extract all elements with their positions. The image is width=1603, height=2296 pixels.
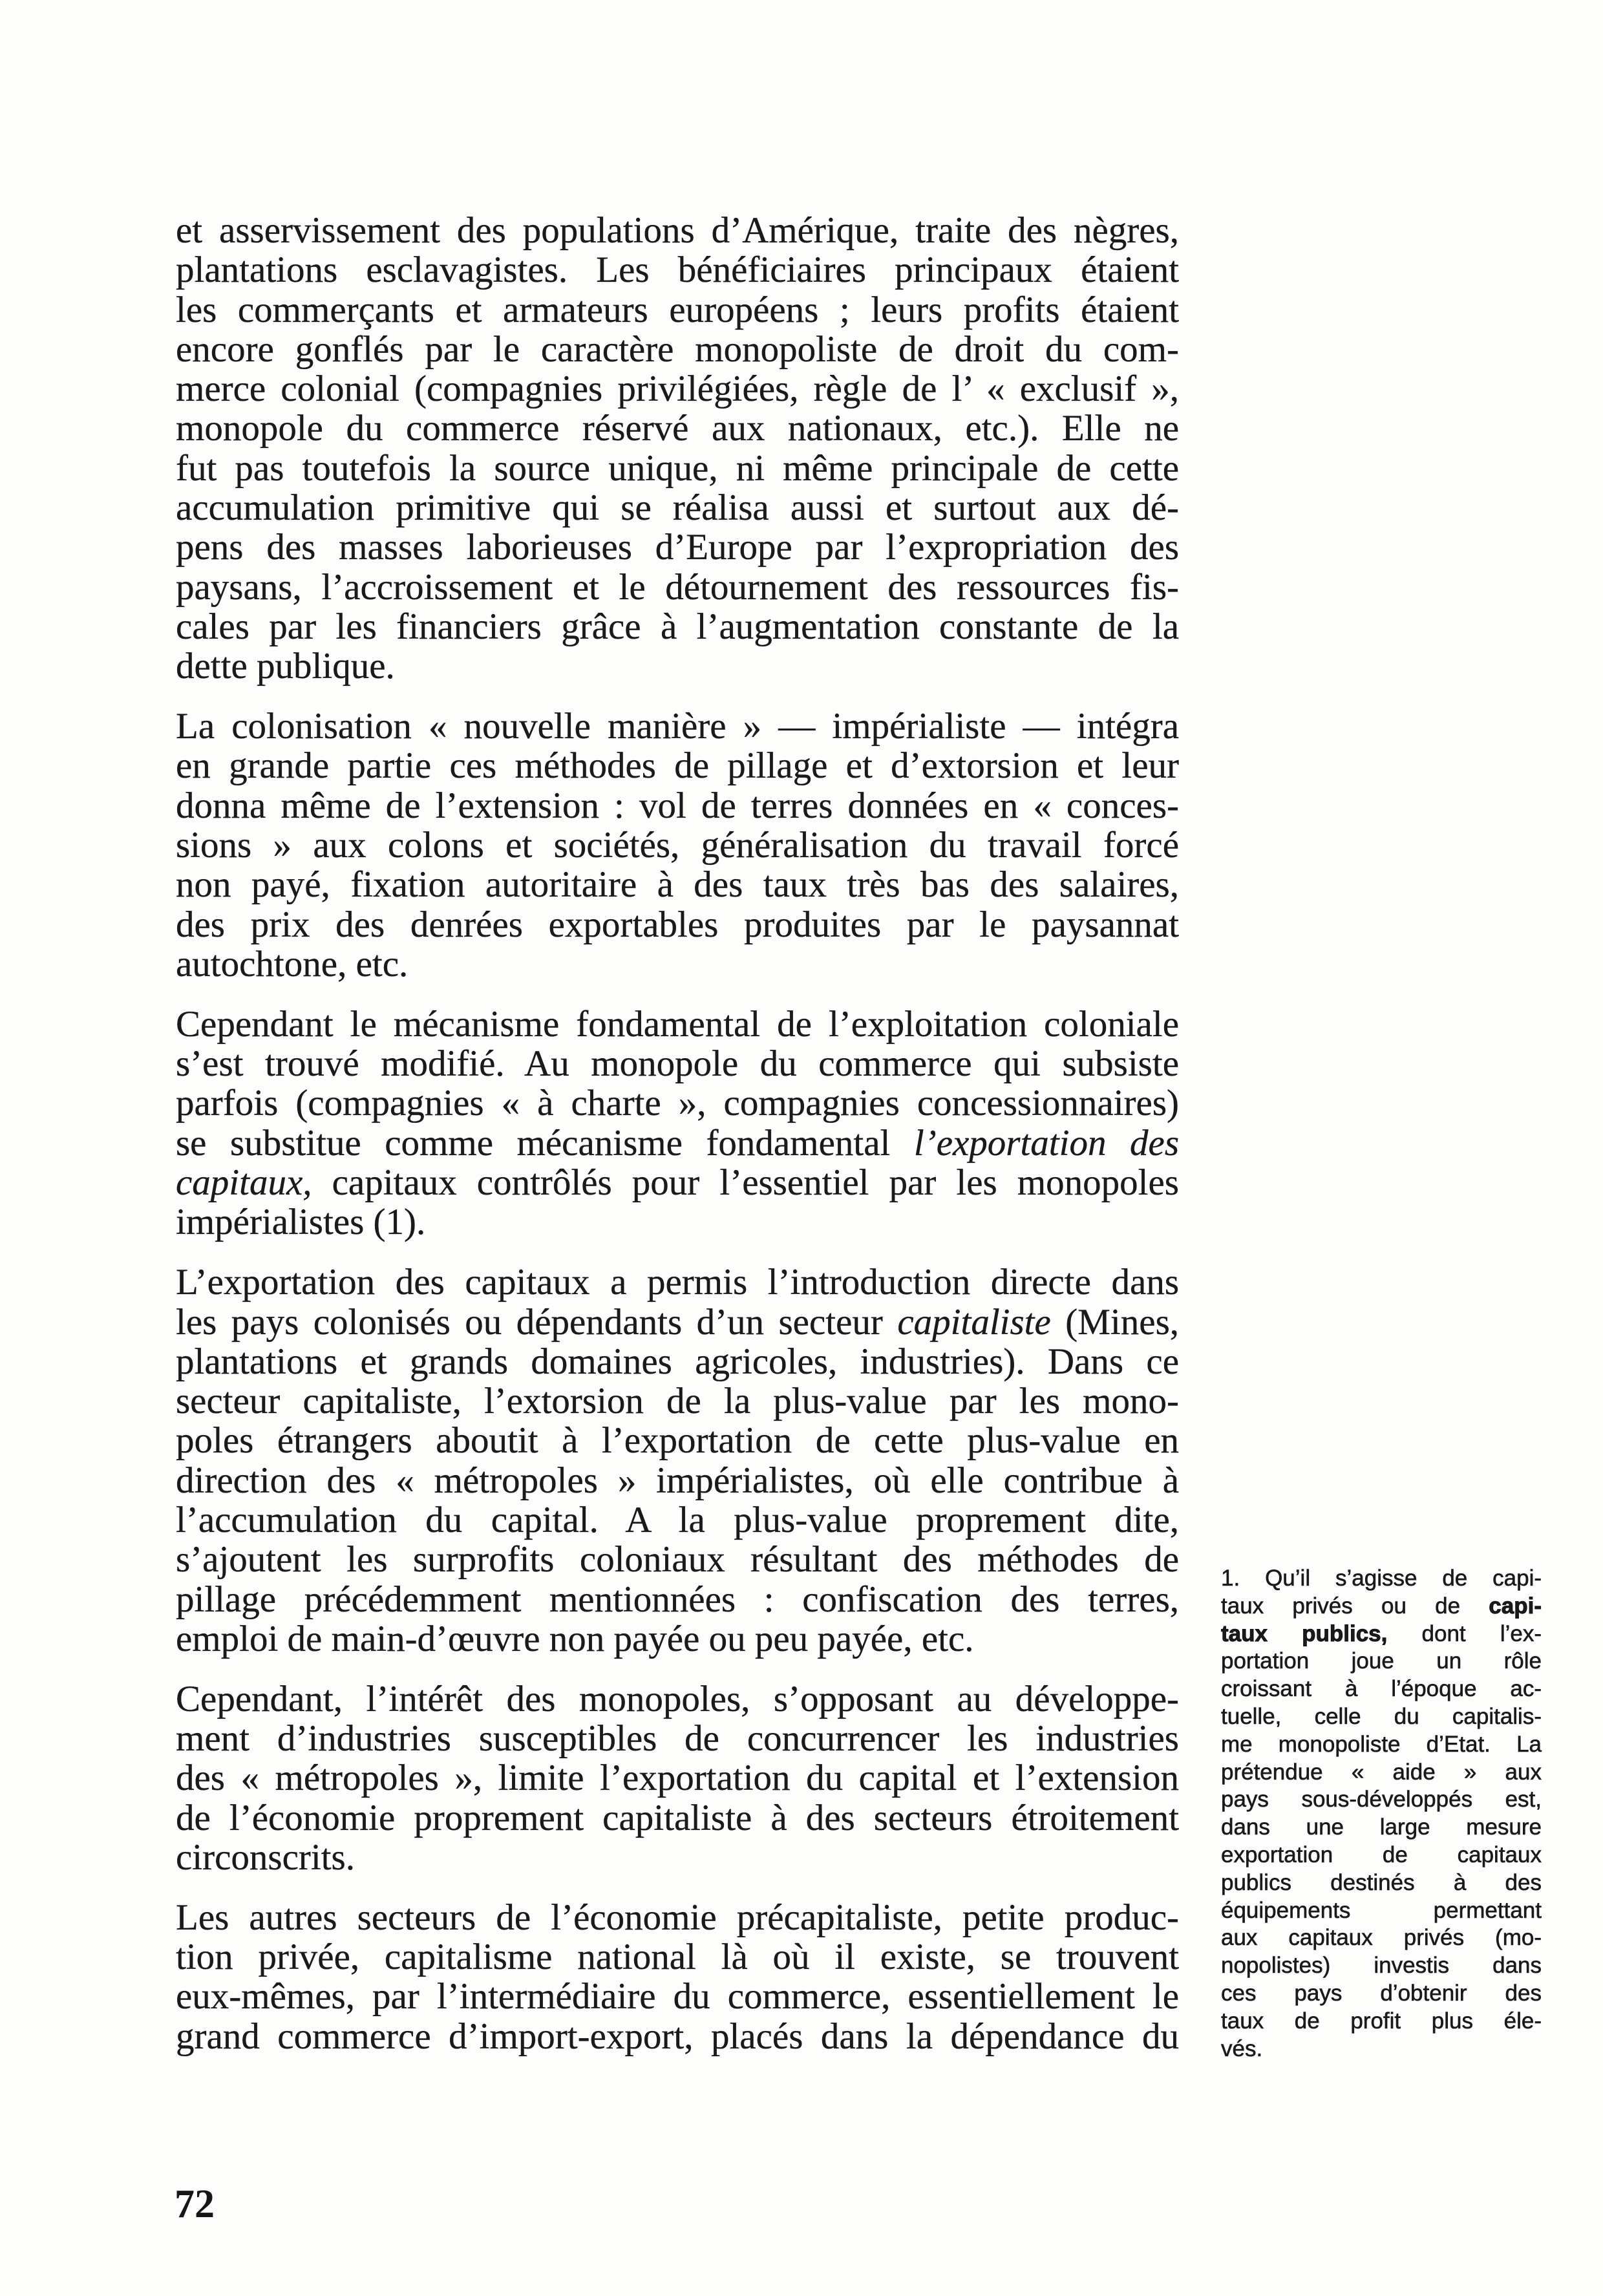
text-line: merce colonial (compagnies privilégiées, règle de l’ « exclusif », xyxy=(176,368,1179,410)
text-segment: (Mines, xyxy=(1050,1301,1180,1343)
text-line: fut pas toutefois la source unique, ni même principale de cette xyxy=(176,447,1179,489)
text-line xyxy=(176,1302,1179,1342)
footnote-line: aux capitaux privés (mo- xyxy=(1221,1925,1542,1951)
footnote-line: tuelle, celle du capitalis- xyxy=(1221,1703,1542,1729)
text-segment: dont l’ex- xyxy=(1387,1621,1542,1646)
text-line: Cependant le mécanisme fondamental de l’exploitation coloniale xyxy=(176,1003,1179,1045)
bold-text: taux publics, xyxy=(1221,1621,1388,1646)
text-line: encore gonflés par le caractère monopoliste de droit du com- xyxy=(176,328,1179,370)
footnote-line: nopolistes) investis dans xyxy=(1221,1953,1542,1979)
page-number: 72 xyxy=(175,2182,215,2226)
text-segment: les pays colonisés ou dépendants d’un secteur xyxy=(176,1301,898,1343)
paragraph xyxy=(176,1679,1179,1877)
text-segment: taux privés ou de xyxy=(1221,1593,1489,1619)
text-line: L’exportation des capitaux a permis l’introduction directe dans xyxy=(176,1262,1179,1303)
paragraph xyxy=(176,1898,1179,2056)
text-line: La colonisation « nouvelle manière » — impérialiste — intégra xyxy=(176,706,1179,747)
text-line: cales par les financiers grâce à l’augmentation constante de la xyxy=(176,606,1179,647)
footnote-line: taux de profit plus éle- xyxy=(1221,2008,1542,2034)
footnote-line: prétendue « aide » aux xyxy=(1221,1759,1542,1785)
text-line: donna même de l’extension : vol de terres données en « conces- xyxy=(176,785,1179,826)
text-line: sions » aux colons et sociétés, généralisation du travail forcé xyxy=(176,825,1179,866)
text-line: l’accumulation du capital. A la plus-value proprement dite, xyxy=(176,1499,1179,1540)
text-line: plantations esclavagistes. Les bénéficiaires principaux étaient xyxy=(176,250,1179,291)
text-line: les commerçants et armateurs européens ; leurs profits étaient xyxy=(176,289,1179,330)
text-line: des prix des denrées exportables produites par le paysannat xyxy=(176,904,1179,945)
footnote-line: portation joue un rôle xyxy=(1221,1648,1542,1674)
text-line: eux-mêmes, par l’intermédiaire du commerce, essentiellement le xyxy=(176,1976,1179,2017)
paragraph xyxy=(176,1262,1179,1659)
italic-text: capitaliste xyxy=(897,1301,1051,1343)
text-line: parfois (compagnies « à charte », compagnies concessionnaires) xyxy=(176,1083,1179,1124)
footnote-line: croissant à l’époque ac- xyxy=(1221,1676,1542,1702)
text-line: impérialistes (1). xyxy=(176,1202,426,1243)
italic-text: capitaux, xyxy=(176,1162,312,1204)
text-line: paysans, l’accroissement et le détournement des ressources fis- xyxy=(176,566,1179,608)
text-line: des « métropoles », limite l’exportation du capital et l’extension xyxy=(176,1758,1179,1799)
text-line: monopole du commerce réservé aux nationaux, etc.). Elle ne xyxy=(176,408,1179,449)
text-line: en grande partie ces méthodes de pillage et d’extorsion et leur xyxy=(176,745,1179,787)
text-line: pillage précédemment mentionnées : confiscation des terres, xyxy=(176,1578,1179,1620)
bold-text: capi- xyxy=(1489,1593,1542,1619)
text-line: ment d’industries susceptibles de concurrencer les industries xyxy=(176,1718,1179,1759)
footnote-line: pays sous-développés est, xyxy=(1221,1787,1542,1812)
footnote-line: dans une large mesure xyxy=(1221,1814,1542,1840)
text-line: grand commerce d’import-export, placés dans la dépendance du xyxy=(176,2015,1179,2057)
footnote-line: exportation de capitaux xyxy=(1221,1842,1542,1867)
footnote-line xyxy=(1221,1593,1542,1621)
footnote-line: ces pays d’obtenir des xyxy=(1221,1980,1542,2006)
text-line: direction des « métropoles » impérialistes, où elle contribue à xyxy=(176,1460,1179,1501)
main-text-column xyxy=(176,211,1179,2056)
paragraph xyxy=(176,707,1179,984)
text-line: secteur capitaliste, l’extorsion de la plus-value par les mono- xyxy=(176,1381,1179,1422)
text-line xyxy=(176,1123,1179,1163)
italic-text: l’exportation des xyxy=(913,1122,1179,1164)
text-line: autochtone, etc. xyxy=(176,943,409,984)
footnote-line: me monopoliste d’Etat. La xyxy=(1221,1731,1542,1757)
text-segment: se substitue comme mécanisme fondamental xyxy=(176,1122,914,1164)
text-line xyxy=(176,1163,1179,1202)
text-line: Cependant, l’intérêt des monopoles, s’opposant au développe- xyxy=(176,1678,1179,1719)
text-segment: capitaux contrôlés pour l’essentiel par les monopoles xyxy=(312,1162,1179,1204)
footnote-line: équipements permettant xyxy=(1221,1897,1542,1923)
text-line: de l’économie proprement capitaliste à des secteurs étroitement xyxy=(176,1797,1179,1838)
text-line: emploi de main-d’œuvre non payée ou peu payée, etc. xyxy=(176,1618,974,1659)
text-line: Les autres secteurs de l’économie précapitaliste, petite produc- xyxy=(176,1897,1179,1938)
footnote-line: 1. Qu’il s’agisse de capi- xyxy=(1221,1566,1542,1591)
paragraph xyxy=(176,211,1179,686)
text-line: circonscrits. xyxy=(176,1836,355,1878)
text-line: plantations et grands domaines agricoles, industries). Dans ce xyxy=(176,1341,1179,1382)
text-line: non payé, fixation autoritaire à des taux très bas des salaires, xyxy=(176,864,1179,906)
footnote-line: publics destinés à des xyxy=(1221,1869,1542,1895)
footnote-line xyxy=(1221,1621,1542,1648)
paragraph xyxy=(176,1004,1179,1242)
text-line: s’est trouvé modifié. Au monopole du commerce qui subsiste xyxy=(176,1043,1179,1085)
text-line: accumulation primitive qui se réalisa aussi et surtout aux dé- xyxy=(176,487,1179,529)
footnote xyxy=(1221,1565,1542,2063)
text-line: poles étrangers aboutit à l’exportation de cette plus-value en xyxy=(176,1420,1179,1462)
footnote-line: vés. xyxy=(1221,2036,1263,2061)
text-line: s’ajoutent les surprofits coloniaux résultant des méthodes de xyxy=(176,1539,1179,1580)
text-line: et asservissement des populations d’Amérique, traite des nègres, xyxy=(176,210,1179,251)
text-line: tion privée, capitalisme national là où il existe, se trouvent xyxy=(176,1937,1179,1978)
text-line: pens des masses laborieuses d’Europe par l’expropriation des xyxy=(176,527,1179,568)
text-line: dette publique. xyxy=(176,646,395,687)
